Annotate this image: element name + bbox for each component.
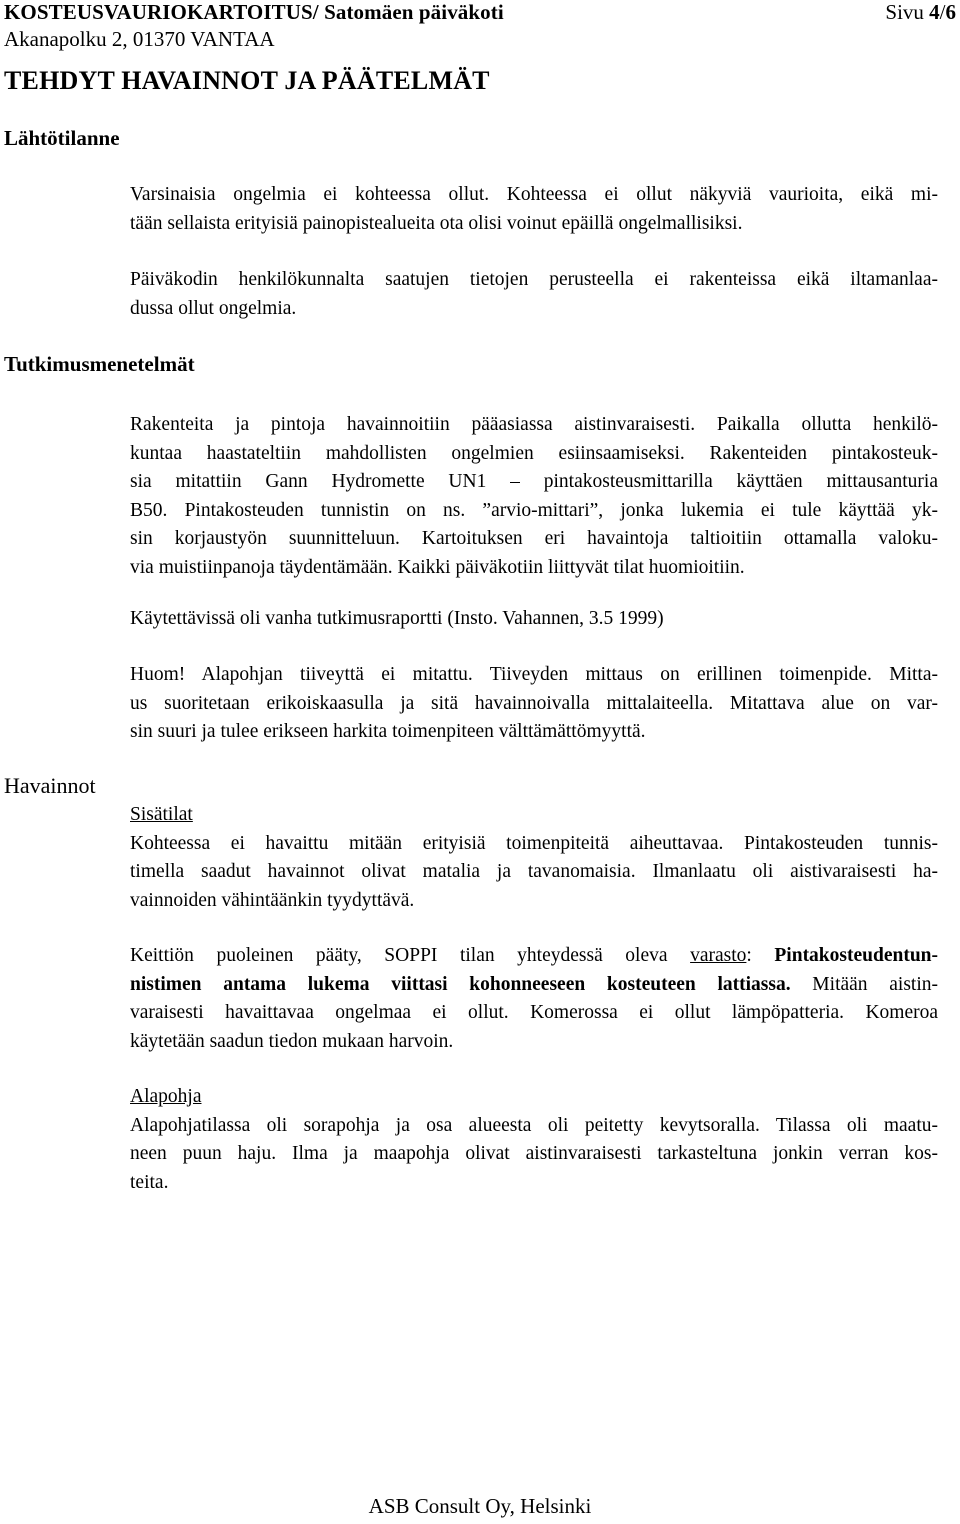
text-line	[130, 971, 938, 1000]
text-line	[130, 942, 938, 971]
text-line: varaisesti havaittavaa ongelmaa ei ollut. Komerossa ei ollut lämpöpatteria. Komeroa	[130, 1002, 938, 1023]
text-line: teita.	[130, 1171, 169, 1193]
tutkimusmenetelmat-paragraph-1	[130, 411, 938, 582]
text-line: sia mitattiin Gann Hydromette UN1 – pintakosteusmittarilla käyttäen mittausanturia	[130, 471, 938, 492]
report-title: KOSTEUSVAURIOKARTOITUS/ Satomäen päiväkoti	[4, 0, 504, 24]
text-line: kuntaa haastateltiin mahdollisten ongelmien esiinsaamiseksi. Rakenteiden pintakosteuk-	[130, 442, 938, 464]
site-address: Akanapolku 2, 01370 VANTAA	[4, 27, 275, 51]
page-total: 6	[945, 0, 956, 24]
text-line: Päiväkodin henkilökunnalta saatujen tietojen perusteella ei rakenteissa eikä iltamanlaa-	[130, 269, 938, 290]
section-heading-tutkimusmenetelmat: Tutkimusmenetelmät	[4, 352, 195, 376]
page-prefix: Sivu	[885, 0, 930, 24]
text-line: us suoritetaan erikoiskaasulla ja sitä havainnoivalla mittalaiteella. Mitattava alue on var-	[130, 692, 938, 714]
text-line: Rakenteita ja pintoja havainnoitiin pääasiassa aistinvaraisesti. Paikalla ollutta henkilö-	[130, 414, 938, 435]
main-heading: TEHDYT HAVAINNOT JA PÄÄTELMÄT	[4, 66, 490, 95]
text-line: vainnoiden vähintäänkin tyydyttävä.	[130, 889, 415, 911]
havainnot-sisatilat	[130, 801, 938, 915]
keittio-varasto: varasto	[690, 945, 747, 966]
text-line: B50. Pintakosteuden tunnistin on ns. ”arvio-mittari”, jonka lukemia ei tule käyttää yk-	[130, 499, 938, 521]
keittio-text: Mitään aistin-	[790, 973, 938, 995]
text-line: tään sellaista erityisiä painopistealueita ota olisi voinut epäillä ongelmallisiksi.	[130, 212, 743, 234]
keittio-colon: :	[746, 945, 775, 966]
text-line: sin suuri ja tulee erikseen harkita toimenpiteen välttämättömyyttä.	[130, 721, 646, 742]
lahtotilanne-paragraph-2	[130, 266, 938, 323]
subheading-sisatilat: Sisätilat	[130, 804, 193, 825]
havainnot-keittio	[130, 942, 938, 1056]
page-footer: ASB Consult Oy, Helsinki	[368, 1494, 592, 1518]
tutkimusmenetelmat-paragraph-2	[130, 605, 938, 634]
text-line: sin korjaustyön suunnitteluun. Kartoituksen eri havaintoja taltioitiin ottamalla valoku-	[130, 528, 938, 549]
text-line: Käytettävissä oli vanha tutkimusraportti (Insto. Vahannen, 3.5 1999)	[130, 608, 664, 629]
text-line: timella saadut havainnot olivat matalia ja tavanomaisia. Ilmanlaatu oli aistivaraisesti ha-	[130, 861, 938, 882]
lahtotilanne-paragraph-1	[130, 181, 938, 238]
subheading-alapohja: Alapohja	[130, 1086, 202, 1107]
page-separator: /	[939, 0, 946, 24]
text-line: Huom! Alapohjan tiiveyttä ei mitattu. Tiiveyden mittaus on erillinen toimenpide. Mitta-	[130, 664, 938, 685]
text-line: Kohteessa ei havaittu mitään erityisiä toimenpiteitä aiheuttavaa. Pintakosteuden tunnis-	[130, 832, 938, 854]
text-line: via muistiinpanoja täydentämään. Kaikki päiväkotiin liittyvät tilat huomioitiin.	[130, 556, 745, 578]
tutkimusmenetelmat-paragraph-3	[130, 661, 938, 747]
section-heading-lahtotilanne: Lähtötilanne	[4, 126, 120, 150]
page-number	[885, 0, 956, 25]
keittio-bold-finding: Pintakosteudentun-	[774, 945, 939, 966]
keittio-bold-finding: nistimen antama lukema viittasi kohonneeseen kosteuteen lattiassa.	[130, 973, 791, 995]
text-line: Alapohjatilassa oli sorapohja ja osa alueesta oli peitetty kevytsoralla. Tilassa oli maatu-	[130, 1114, 938, 1136]
text-line: neen puun haju. Ilma ja maapohja olivat aistinvaraisesti tarkasteltuna jonkin verran kos-	[130, 1143, 938, 1164]
text-line: Varsinaisia ongelmia ei kohteessa ollut. Kohteessa ei ollut näkyviä vaurioita, eikä mi-	[130, 184, 938, 205]
havainnot-alapohja	[130, 1083, 938, 1197]
section-heading-havainnot: Havainnot	[4, 773, 96, 798]
text-line: dussa ollut ongelmia.	[130, 297, 297, 319]
page-current: 4	[929, 0, 940, 24]
text-line: käytetään saadun tiedon mukaan harvoin.	[130, 1030, 454, 1052]
keittio-text: Keittiön puoleinen pääty, SOPPI tilan yhteydessä oleva	[130, 945, 691, 966]
